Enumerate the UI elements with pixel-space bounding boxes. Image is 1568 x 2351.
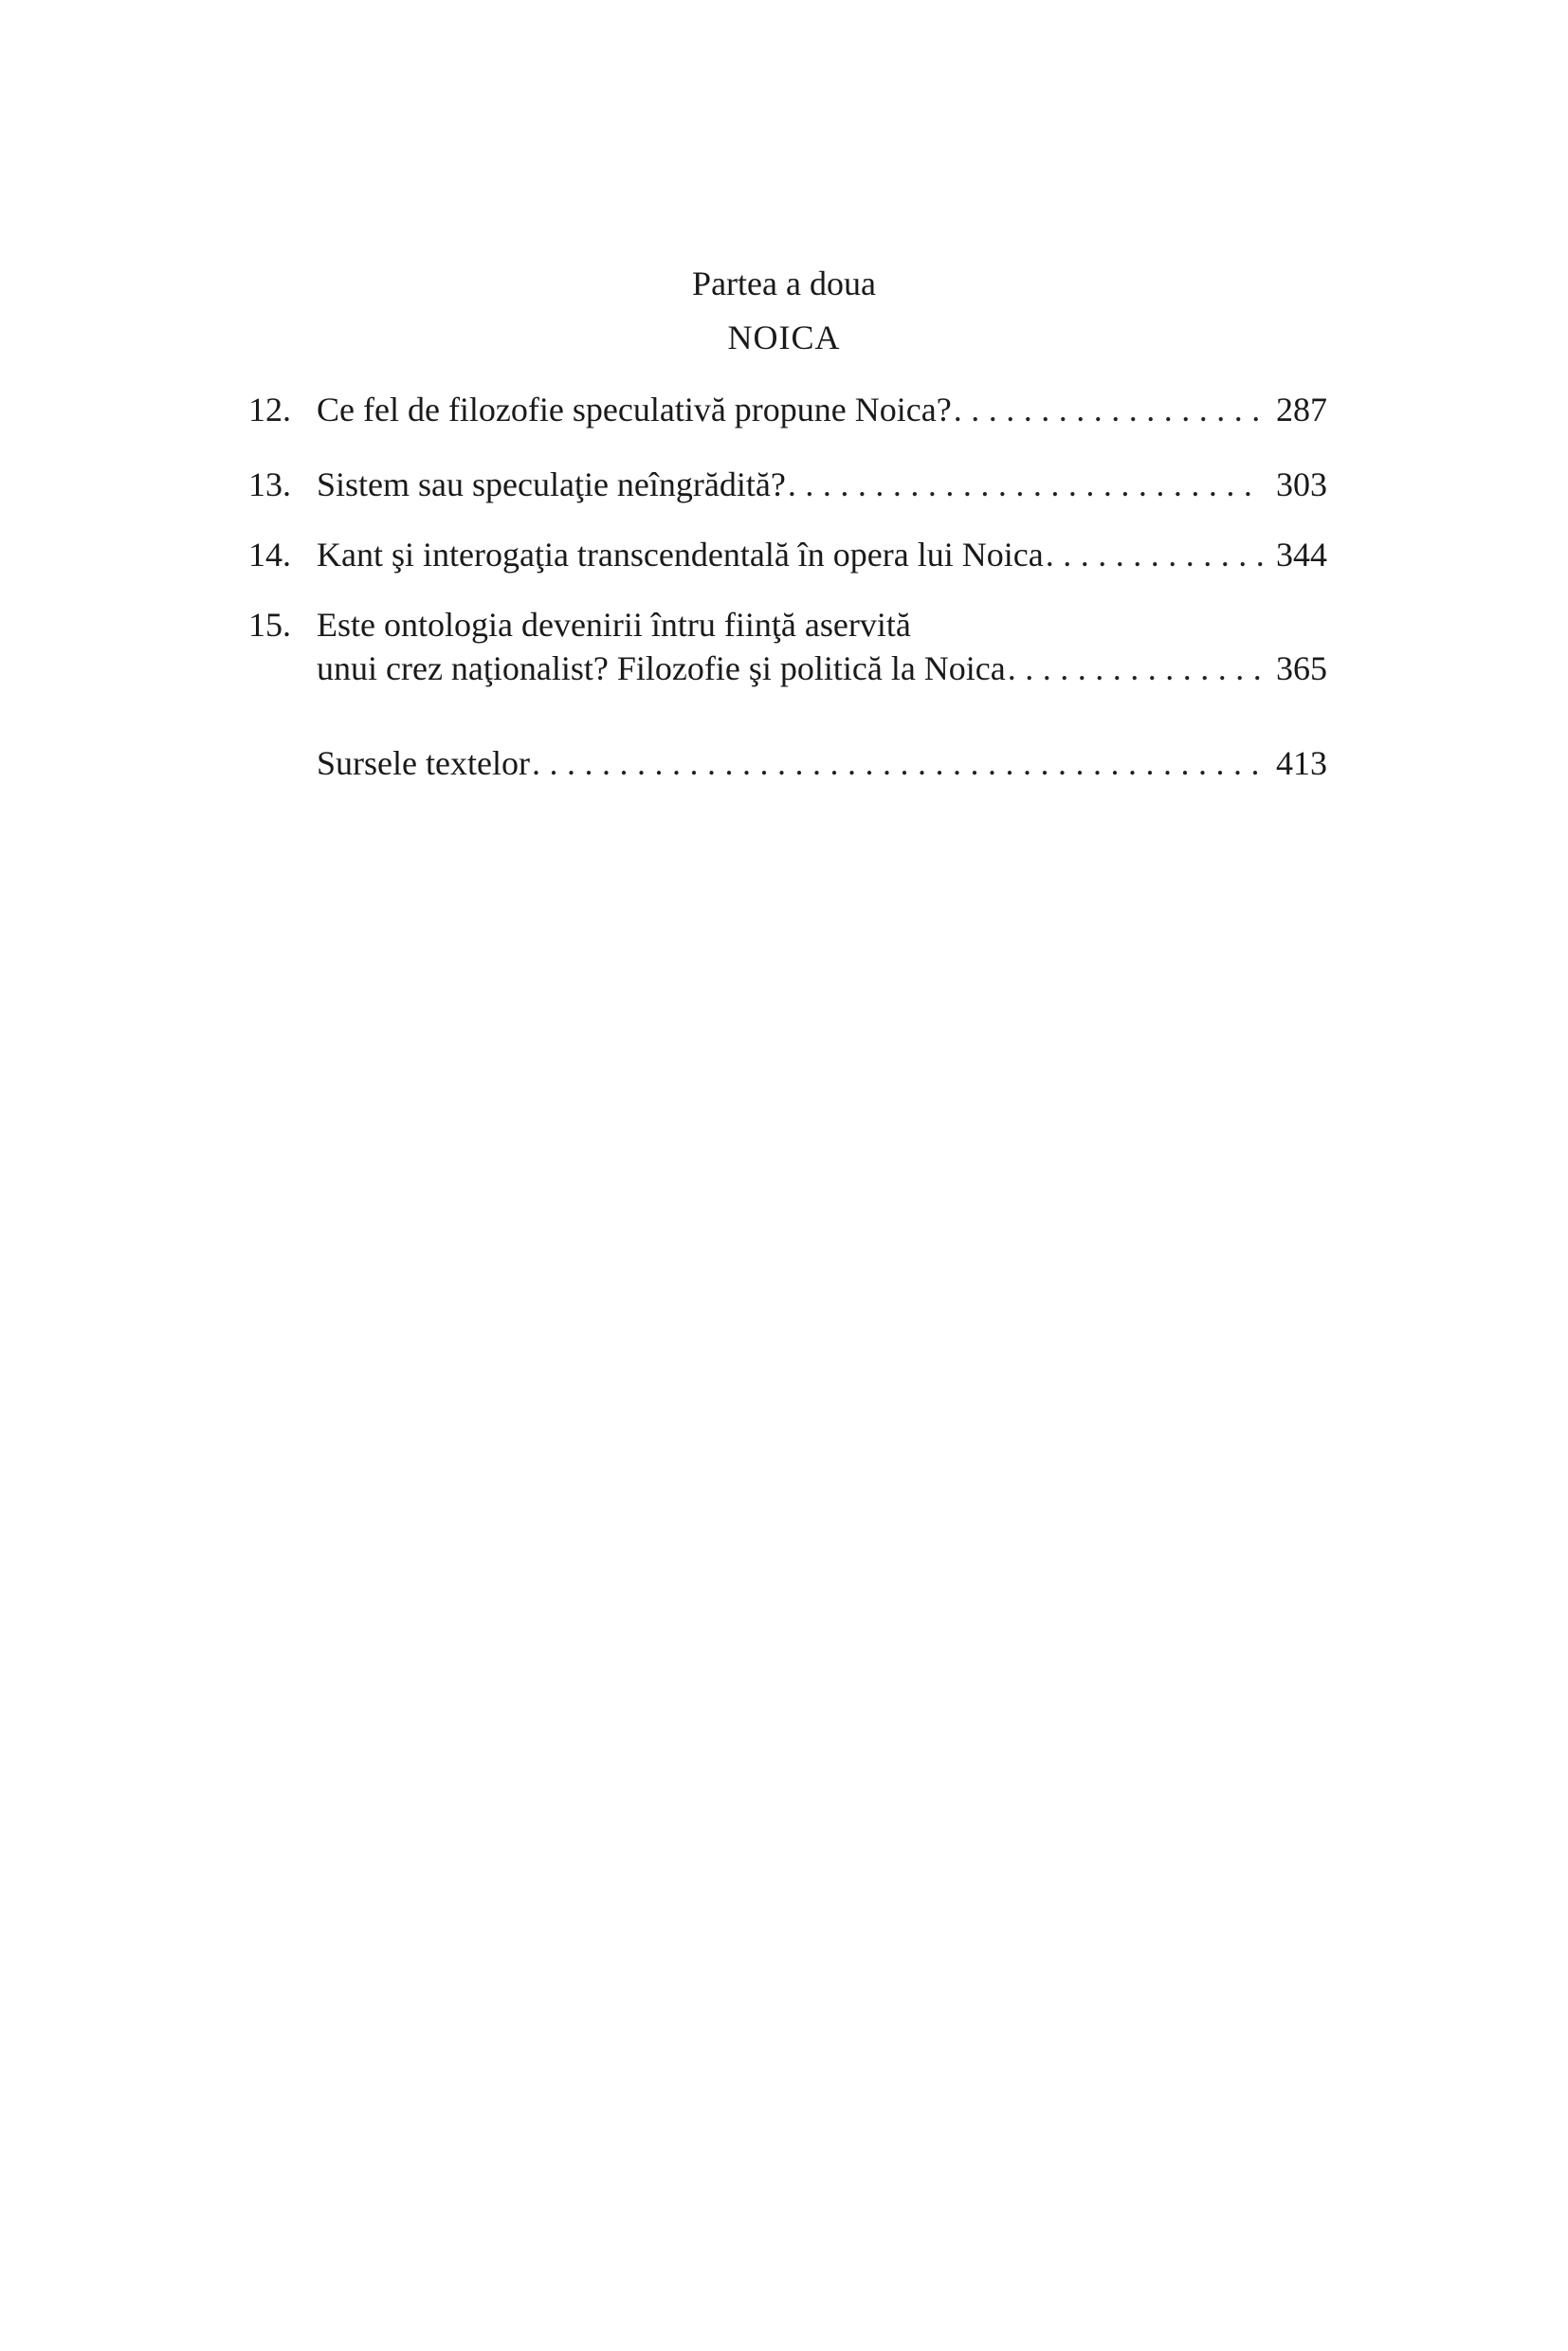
page-number: 344 — [1276, 536, 1327, 574]
part-label: Partea a doua — [692, 264, 876, 302]
chapter-number: 13. — [248, 465, 291, 503]
toc-line — [317, 534, 1327, 575]
sources-title: Sursele textelor — [317, 744, 530, 782]
toc-entry-15[interactable] — [248, 604, 1327, 646]
chapter-title-line2: unui crez naţionalist? Filozofie şi politică la Noica — [317, 649, 1006, 687]
chapter-number: 14. — [248, 536, 291, 574]
toc-entry-14[interactable] — [248, 534, 1327, 575]
dot-leader — [954, 389, 1263, 430]
page-number: 365 — [1276, 649, 1327, 687]
part-title: NOICA — [727, 319, 841, 356]
toc-line — [317, 742, 1327, 784]
chapter-title: Sistem sau speculaţie neîngrădită? — [317, 465, 786, 503]
page-number: 303 — [1276, 465, 1327, 503]
chapter-title: Kant şi interogaţia transcendentală în opera lui Noica — [317, 536, 1044, 574]
dot-leader — [532, 742, 1263, 784]
chapter-number: 12. — [248, 391, 291, 428]
page-number: 413 — [1276, 744, 1327, 782]
toc-entry-sources[interactable] — [248, 742, 1327, 784]
toc-line — [317, 647, 1327, 689]
page-number: 287 — [1276, 391, 1327, 428]
dot-leader — [1008, 647, 1263, 689]
toc-entry-15-continuation[interactable] — [248, 647, 1327, 689]
toc-entry-13[interactable] — [248, 464, 1327, 505]
dot-leader — [1046, 534, 1263, 575]
chapter-title: Ce fel de filozofie speculativă propune Noica? — [317, 391, 952, 428]
toc-line — [317, 389, 1327, 430]
chapter-title-line1: Este ontologia devenirii întru fiinţă aservită — [317, 606, 911, 644]
chapter-number: 15. — [248, 606, 291, 644]
dot-leader — [788, 464, 1263, 505]
toc-line — [317, 464, 1327, 505]
toc-entry-12[interactable] — [248, 389, 1327, 430]
